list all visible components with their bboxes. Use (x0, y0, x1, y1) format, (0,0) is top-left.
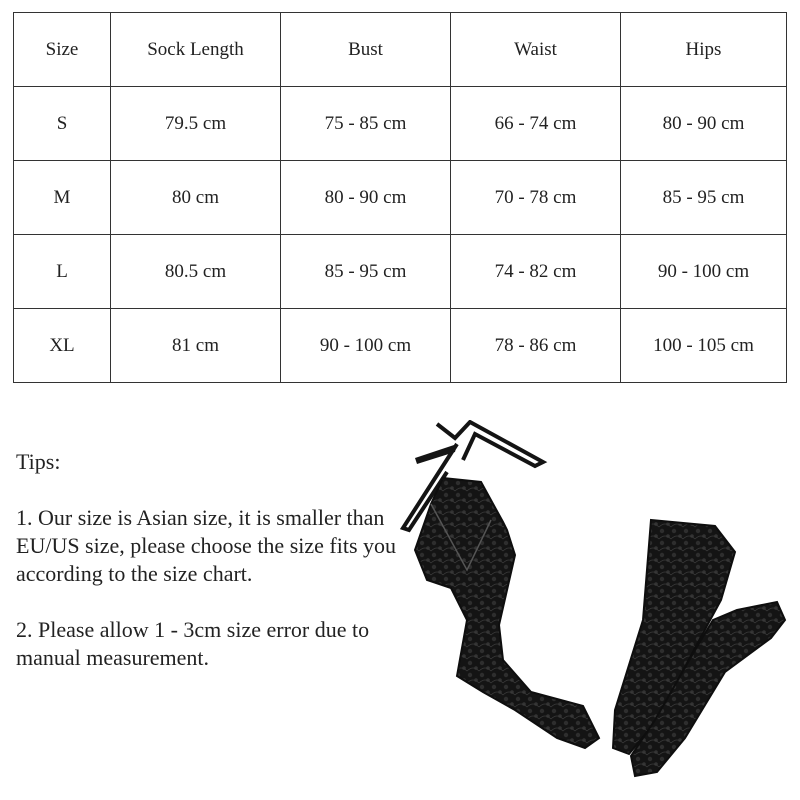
tip-item: 1. Our size is Asian size, it is smaller than EU/US size, please choose the size fits you according to the size chart. (16, 505, 397, 586)
table-cell: 80 cm (111, 161, 281, 235)
table-row (14, 87, 787, 161)
tip-item: 2. Please allow 1 - 3cm size error due to manual measurement. (16, 617, 370, 670)
header-bust: Bust (281, 13, 451, 87)
table-cell: 80 - 90 cm (281, 161, 451, 235)
table-cell: M (14, 161, 111, 235)
table-cell: 80.5 cm (111, 235, 281, 309)
table-cell: 78 - 86 cm (451, 309, 621, 383)
tips-section (16, 448, 416, 700)
header-hips: Hips (621, 13, 787, 87)
table-cell: XL (14, 309, 111, 383)
size-chart-table (13, 12, 787, 383)
table-row (14, 309, 787, 383)
table-cell: S (14, 87, 111, 161)
header-sock-length: Sock Length (111, 13, 281, 87)
table-cell: 90 - 100 cm (621, 235, 787, 309)
table-cell: 66 - 74 cm (451, 87, 621, 161)
table-header-row (14, 13, 787, 87)
table-cell: 80 - 90 cm (621, 87, 787, 161)
table-cell: L (14, 235, 111, 309)
table-cell: 100 - 105 cm (621, 309, 787, 383)
bodysuit-shape (415, 478, 599, 748)
table-row (14, 235, 787, 309)
table-cell: 74 - 82 cm (451, 235, 621, 309)
table-cell: 85 - 95 cm (621, 161, 787, 235)
table-row (14, 161, 787, 235)
tips-title: Tips: (16, 449, 61, 474)
table-cell: 79.5 cm (111, 87, 281, 161)
header-size: Size (14, 13, 111, 87)
table-cell: 70 - 78 cm (451, 161, 621, 235)
table-cell: 81 cm (111, 309, 281, 383)
header-waist: Waist (451, 13, 621, 87)
table-cell: 85 - 95 cm (281, 235, 451, 309)
product-photo (395, 420, 790, 800)
table-cell: 75 - 85 cm (281, 87, 451, 161)
table-cell: 90 - 100 cm (281, 309, 451, 383)
